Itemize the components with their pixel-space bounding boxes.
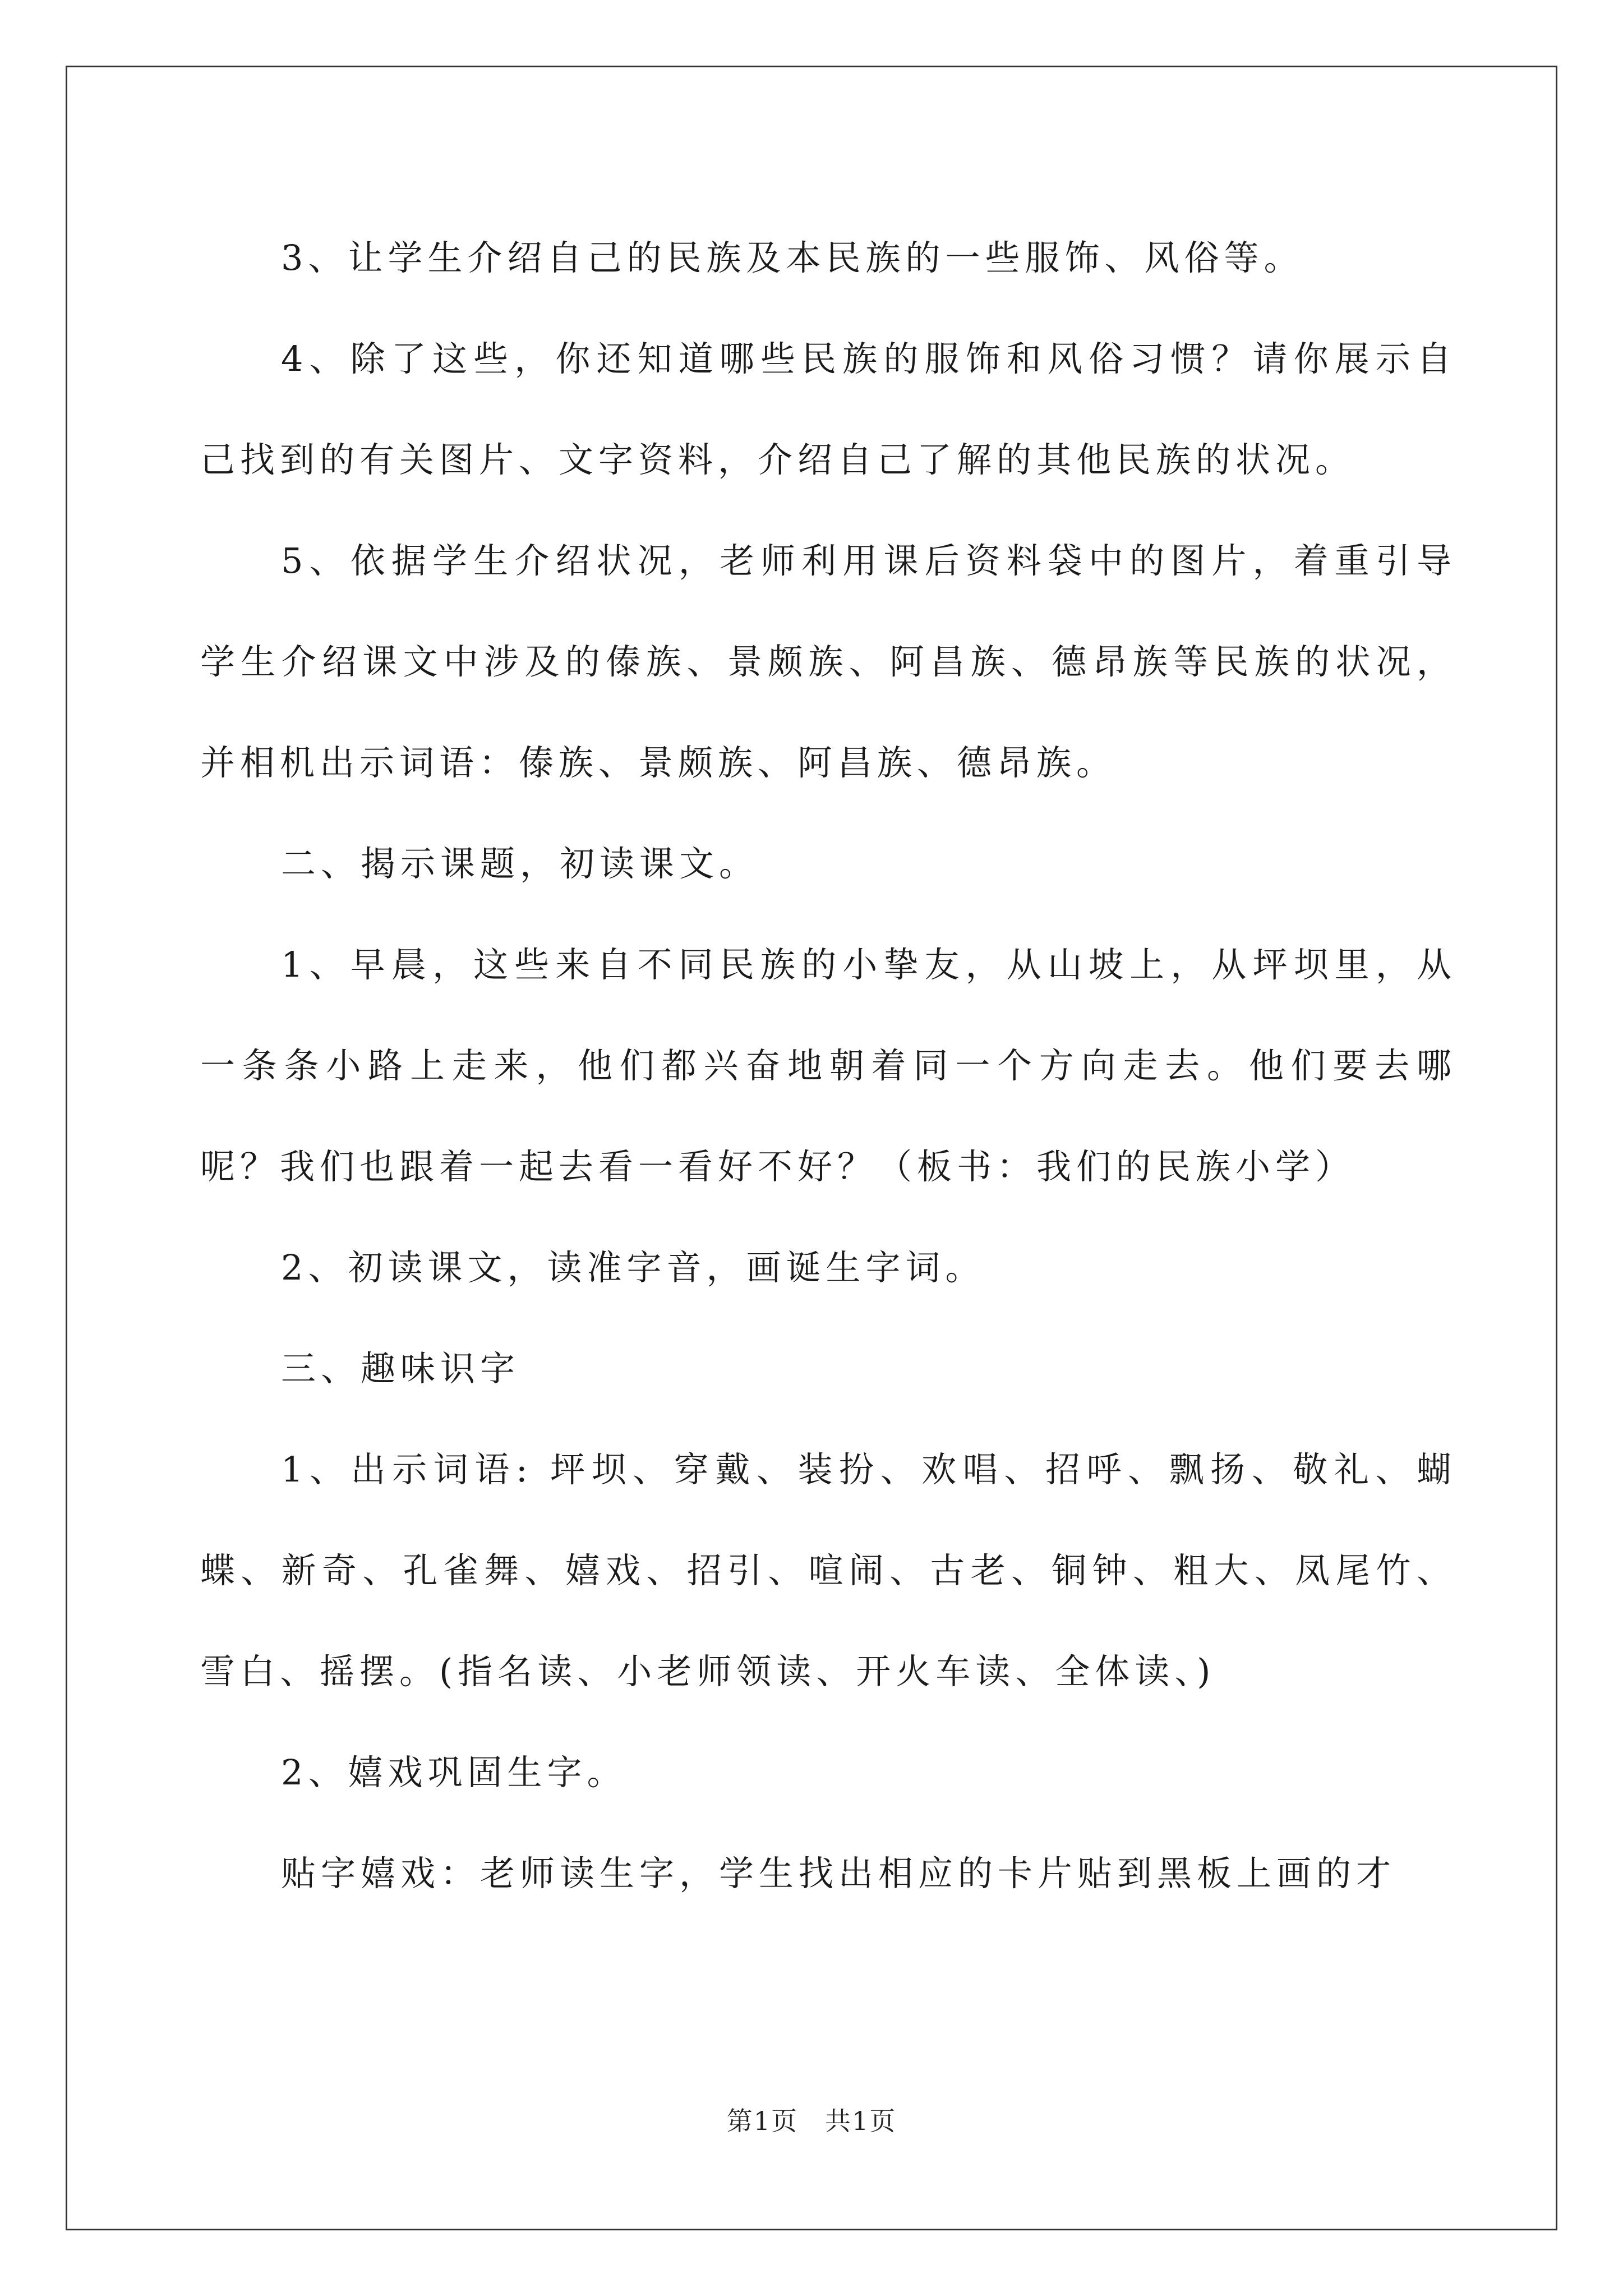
paragraph: 5、依据学生介绍状况，老师利用课后资料袋中的图片，着重引导学生介绍课文中涉及的傣族、景颇族、阿昌族、德昂族等民族的状况，并相机出示词语：傣族、景颇族、阿昌族、德昂族。 [200, 540, 1456, 783]
paragraph: 4、除了这些，你还知道哪些民族的服饰和风俗习惯？请你展示自己找到的有关图片、文字资料，介绍自己了解的其他民族的状况。 [200, 338, 1456, 480]
paragraph: 2、嬉戏巩固生字。 [281, 1752, 627, 1793]
section-heading: 三、趣味识字 [281, 1348, 520, 1389]
document-body [200, 208, 1456, 1924]
page-number: 第1页 共1页 [726, 2106, 897, 2136]
paragraph: 2、初读课文，读准字音，画诞生字词。 [281, 1247, 985, 1288]
paragraph: 1、出示词语: 坪坝、穿戴、装扮、欢唱、招呼、飘扬、敬礼、蝴蝶、新奇、孔雀舞、嬉戏、招引、喧闹、古老、铜钟、粗大、凤尾竹、雪白、摇摆。(指名读、小老师领读、开火车读、全体读、) [200, 1449, 1456, 1692]
paragraph: 1、早晨，这些来自不同民族的小挚友，从山坡上，从坪坝里，从一条条小路上走来，他们都兴奋地朝着同一个方向走去。他们要去哪呢？我们也跟着一起去看一看好不好？（板书：我们的民族小学） [200, 944, 1456, 1187]
section-heading: 二、揭示课题，初读课文。 [281, 843, 759, 884]
paragraph: 贴字嬉戏：老师读生字，学生找出相应的卡片贴到黑板上画的才 [281, 1853, 1396, 1894]
paragraph: 3、让学生介绍自己的民族及本民族的一些服饰、风俗等。 [281, 237, 1304, 278]
